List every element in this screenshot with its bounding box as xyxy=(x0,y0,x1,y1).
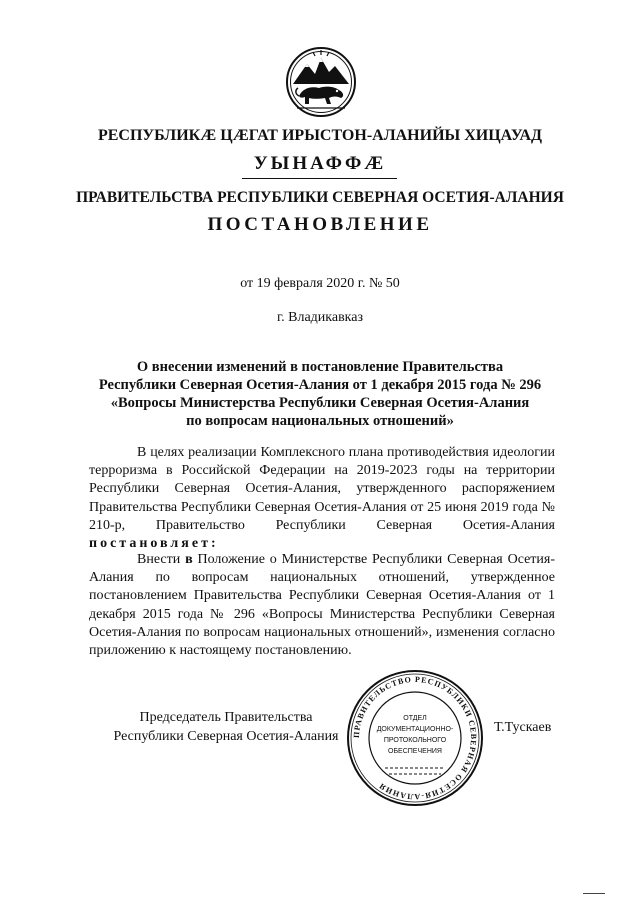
seal-outer-text: ПРАВИТЕЛЬСТВО РЕСПУБЛИКИ СЕВЕРНАЯ ОСЕТИЯ-АЛАНИЯ xyxy=(351,674,479,802)
title-line: Республики Северная Осетия-Алания от 1 декабря 2015 года № 296 xyxy=(98,377,542,393)
title-line: О внесении изменений в постановление Правительства xyxy=(136,359,504,375)
header-decree-word: ПОСТАНОВЛЕНИЕ xyxy=(207,214,433,235)
page-corner-mark xyxy=(583,893,605,894)
resolution-text: Положение о Министерстве Республики Северная Осетия-Алания по вопросам национальных отношений, утвержденное постановлением Правительства Республики Северная Осетия-Алания от 1 декабря 2015 года № 296 «Вопросы Министерства Республики Северная Осетия-Алания по вопросам национальных отношений», изменения согласно приложению к настоящему постановлению. xyxy=(89,552,556,659)
resolution-bold-word: в xyxy=(185,552,193,567)
signatory-position-line: Республики Северная Осетия-Алания xyxy=(113,729,339,744)
seal-inner-text: ПРОТОКОЛЬНОГО xyxy=(383,737,447,744)
signatory-position-line: Председатель Правительства xyxy=(139,710,313,725)
seal-inner-text: ОБЕСПЕЧЕНИЯ xyxy=(388,748,442,755)
title-line: «Вопросы Министерства Республики Северная Осетия-Алания xyxy=(110,395,530,411)
header-government-title: ПРАВИТЕЛЬСТВА РЕСПУБЛИКИ СЕВЕРНАЯ ОСЕТИЯ-АЛАНИЯ xyxy=(76,189,564,206)
title-line: по вопросам национальных отношений» xyxy=(186,413,454,429)
coat-of-arms-icon xyxy=(285,46,357,118)
decree-city: г. Владикавказ xyxy=(276,310,364,325)
decree-date: от 19 февраля 2020 г. № 50 xyxy=(240,276,400,291)
document-title xyxy=(80,358,560,430)
header-divider xyxy=(242,178,397,179)
resolution-start: Внести xyxy=(137,552,181,567)
preamble-text: В целях реализации Комплексного плана противодействия идеологии терроризма в Российской Федерации на 2019-2023 годы на территории Республики Северная Осетия-Алания, утвержденного распоряжением Правительства Республики Северная Осетия-Алания от 25 июня 2019 года № 210-р, Правительство Республики Северная Осетия-Алания xyxy=(89,445,555,533)
resolves-word: постановляет: xyxy=(89,536,219,552)
header-ossetian-decree: УЫНАФФӔ xyxy=(253,153,387,174)
seal-inner-text: ДОКУМЕНТАЦИОННО- xyxy=(376,726,454,733)
header-ossetian-title: РЕСПУБЛИКӔ ЦӔГАТ ИРЫСТОН-АЛАНИЙЫ ХИЦАУАД xyxy=(97,127,543,144)
official-seal xyxy=(345,668,485,808)
signatory-name: Т.Тускаев xyxy=(494,720,552,735)
signatory-position xyxy=(96,708,356,746)
body-paragraph-preamble xyxy=(89,444,555,553)
body-paragraph-resolution xyxy=(89,551,555,660)
seal-inner-text: ОТДЕЛ xyxy=(403,715,427,722)
